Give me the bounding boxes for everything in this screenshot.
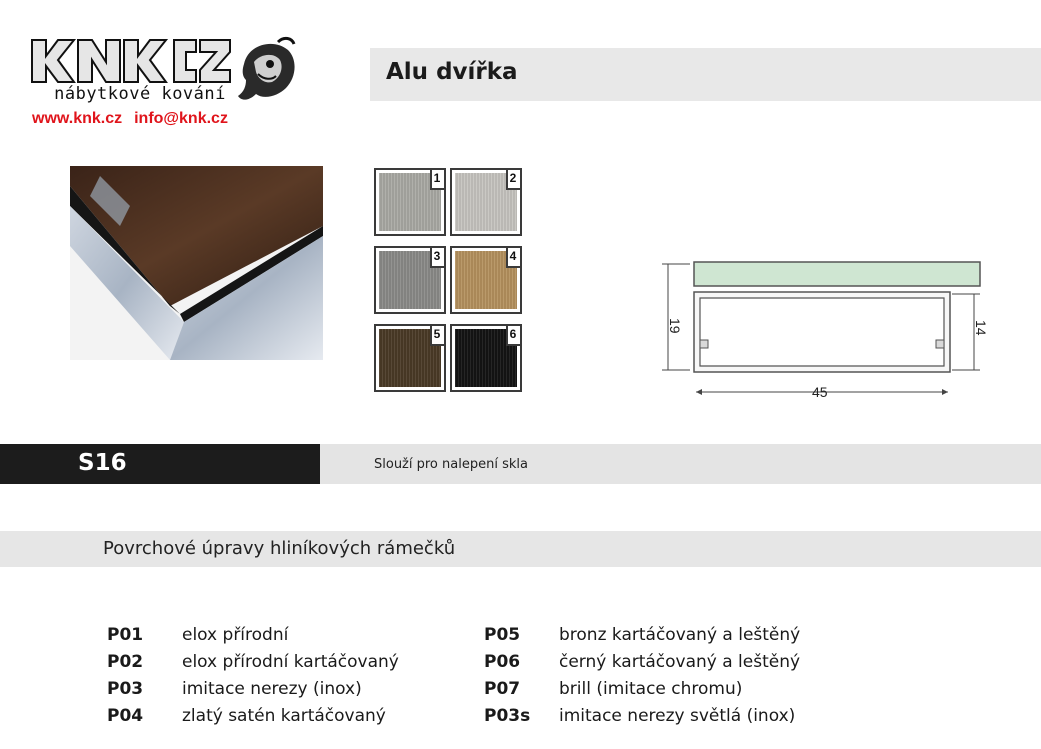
finish-code: P02 (107, 652, 144, 672)
finish-code: P03 (107, 679, 144, 699)
dimension-inner-height: 14 (973, 320, 989, 336)
finish-label: černý kartáčovaný a leštěný (559, 652, 801, 672)
finish-label: bronz kartáčovaný a leštěný (559, 625, 801, 645)
surface-heading: Povrchové úpravy hliníkových rámečků (103, 538, 456, 559)
finish-swatch-5 (374, 324, 446, 392)
finish-code: P04 (107, 706, 144, 726)
knk-cz-logo-mark (28, 36, 233, 86)
dimension-height: 19 (667, 318, 683, 334)
product-code: S16 (78, 450, 127, 476)
finish-code: P03s (484, 706, 531, 726)
product-code-band (0, 444, 320, 484)
product-description: Slouží pro nalepení skla (374, 457, 528, 472)
swatch-number: 2 (509, 171, 517, 185)
swatch-number: 3 (433, 249, 441, 263)
website-link[interactable]: www.knk.cz (32, 110, 123, 127)
finish-label: imitace nerezy (inox) (182, 679, 362, 699)
finish-label: brill (imitace chromu) (559, 679, 743, 699)
company-logo (22, 30, 302, 134)
product-description-band (320, 444, 1041, 484)
product-photo (70, 166, 323, 360)
surface-heading-band (0, 531, 1041, 567)
finish-label: zlatý satén kartáčovaný (182, 706, 386, 726)
finish-label: elox přírodní (182, 625, 289, 645)
finish-swatch-2 (450, 168, 522, 236)
logo-contacts (32, 110, 228, 128)
title-band (370, 48, 1041, 101)
email-link[interactable]: info@knk.cz (134, 110, 228, 127)
finish-code: P05 (484, 625, 521, 645)
finish-swatch-3 (374, 246, 446, 314)
swatch-number: 1 (433, 171, 441, 185)
swatch-number: 5 (433, 327, 441, 341)
finish-swatch-1 (374, 168, 446, 236)
page-title: Alu dvířka (386, 59, 518, 85)
finish-code: P01 (107, 625, 144, 645)
dimension-width: 45 (812, 384, 828, 400)
finish-label: elox přírodní kartáčovaný (182, 652, 399, 672)
logo-tagline: nábytkové kování (54, 84, 226, 104)
finish-swatch-6 (450, 324, 522, 392)
finish-swatch-4 (450, 246, 522, 314)
swatch-number: 4 (509, 249, 517, 263)
profile-cross-section (650, 250, 990, 410)
swatch-number: 6 (509, 327, 517, 341)
finish-code: P07 (484, 679, 521, 699)
finish-code: P06 (484, 652, 521, 672)
finish-label: imitace nerezy světlá (inox) (559, 706, 796, 726)
